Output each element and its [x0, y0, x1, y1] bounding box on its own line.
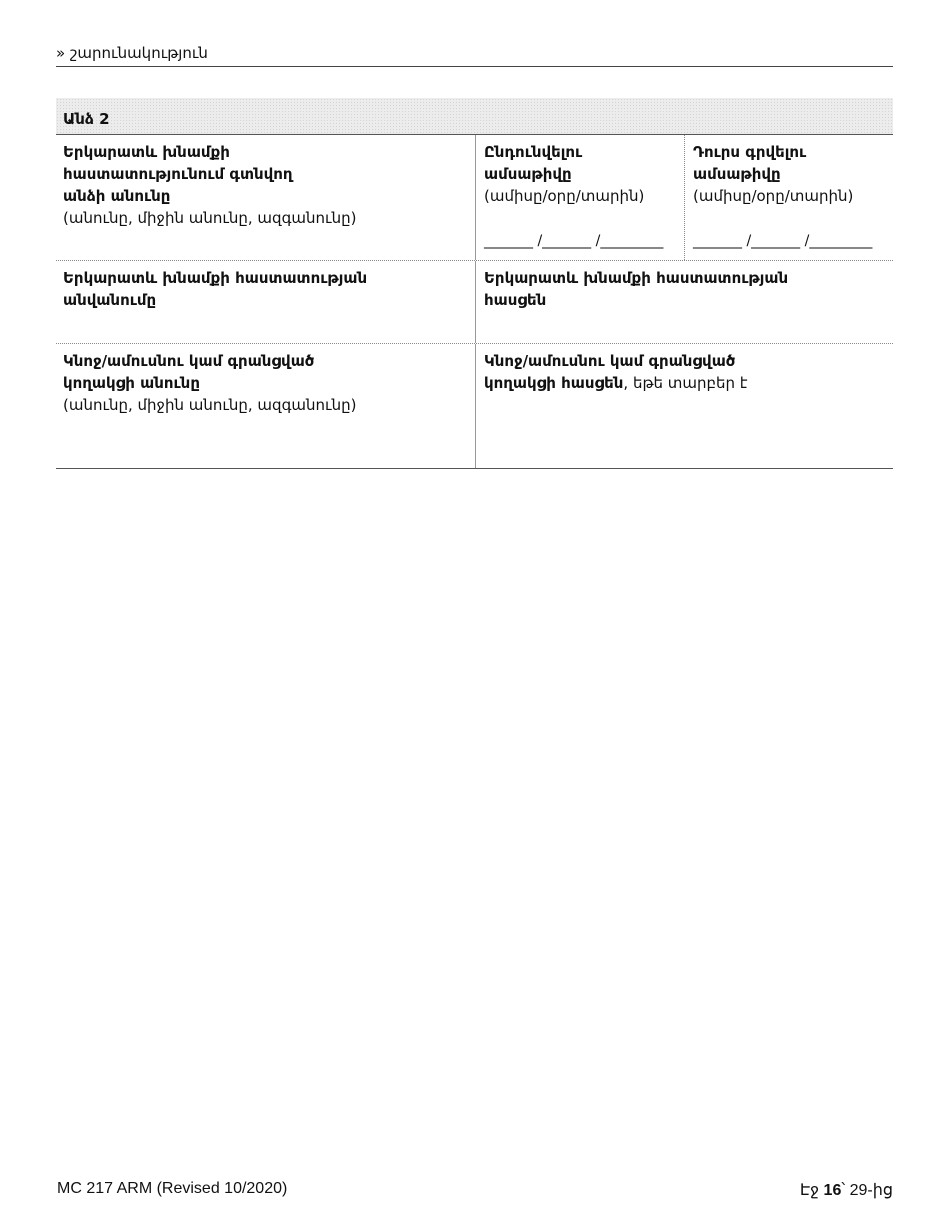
field-label-line: Երկարատև խնամքի հաստատության [63, 269, 368, 287]
date-blank-line: _______ /_______ /_________ [693, 233, 873, 249]
continuation-text: » շարունակություն [56, 44, 208, 62]
field-label-line: ամսաթիվը [693, 165, 781, 183]
resident-name-field[interactable] [56, 135, 475, 260]
field-label-normal: , եթե տարբեր է [623, 374, 748, 392]
field-label-line: Երկարատև խնամքի հաստատության [484, 269, 789, 287]
field-label-line: կողակցի անունը [63, 374, 200, 392]
field-label-line: հաստատությունում գտնվող [63, 165, 293, 183]
field-label-line: հասցեն [484, 291, 547, 309]
field-label-line-mixed [484, 372, 885, 394]
field-note: (ամիսը/օրը/տարին) [693, 187, 854, 205]
facility-address-field[interactable] [475, 261, 893, 343]
field-label-bold: կողակցի հասցեն [484, 374, 624, 392]
spouse-address-field[interactable] [475, 344, 893, 468]
page-prefix: Էջ [799, 1182, 820, 1199]
field-label-line: Կնոջ/ամուսնու կամ գրանցված [63, 352, 315, 370]
field-label-line: Երկարատև խնամքի [63, 143, 230, 161]
field-label-line: Կնոջ/ամուսնու կամ գրանցված [484, 352, 736, 370]
form-row-facility [56, 261, 893, 344]
field-label-line: ամսաթիվը [484, 165, 572, 183]
continuation-header [56, 44, 893, 67]
page-number: 16 [823, 1182, 842, 1199]
form-id: MC 217 ARM (Revised 10/2020) [57, 1180, 288, 1197]
facility-name-field[interactable] [56, 261, 475, 343]
form-row-name-dates [56, 135, 893, 261]
discharge-date-field[interactable] [684, 135, 893, 260]
admission-date-field[interactable] [475, 135, 684, 260]
field-note: (անունը, միջին անունը, ազգանունը) [63, 396, 357, 414]
spouse-name-field[interactable] [56, 344, 475, 468]
field-label-line: Դուրս գրվելու [693, 143, 807, 161]
field-note: (ամիսը/օրը/տարին) [484, 187, 645, 205]
page-indicator [800, 1180, 893, 1200]
field-label-line: անձի անունը [63, 187, 171, 205]
page-suffix: ՝ 29-ից [841, 1182, 893, 1199]
person-2-form [56, 98, 893, 469]
field-note: (անունը, միջին անունը, ազգանունը) [63, 209, 357, 227]
field-label-line: Ընդունվելու [484, 143, 583, 161]
field-label-line: անվանումը [63, 291, 157, 309]
form-row-spouse [56, 344, 893, 468]
date-blank-line: _______ /_______ /_________ [484, 233, 664, 249]
section-title: Անձ 2 [56, 98, 893, 135]
